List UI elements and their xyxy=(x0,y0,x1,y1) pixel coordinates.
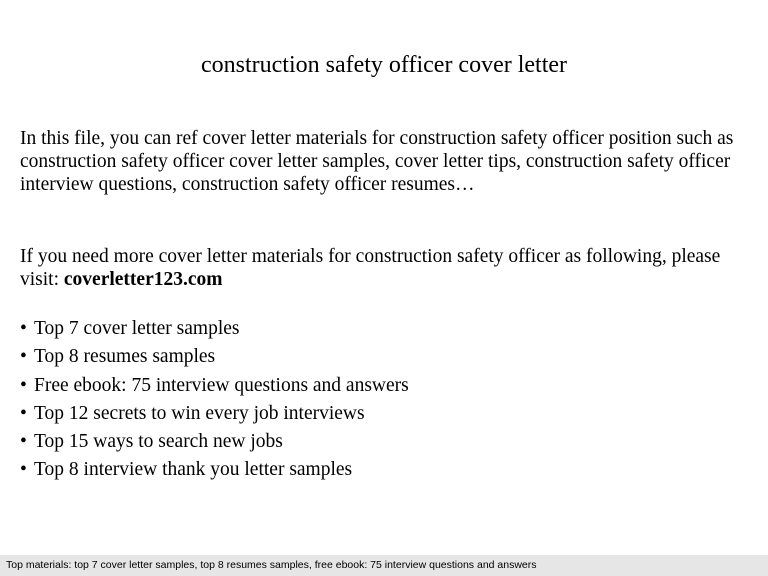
bullet-icon: • xyxy=(20,374,27,396)
list-item-text: Top 12 secrets to win every job interviews xyxy=(34,402,365,424)
materials-list xyxy=(20,315,750,485)
list-item xyxy=(20,428,750,456)
bullet-icon: • xyxy=(20,402,27,424)
list-item-text: Top 15 ways to search new jobs xyxy=(34,431,283,453)
bullet-icon: • xyxy=(20,318,27,339)
list-item xyxy=(20,343,750,371)
bullet-icon: • xyxy=(20,459,27,481)
list-item-text: Top 7 cover letter samples xyxy=(34,318,240,339)
list-item xyxy=(20,400,750,428)
bullet-icon: • xyxy=(20,431,27,453)
page-title: construction safety officer cover letter xyxy=(200,52,568,78)
list-item xyxy=(20,315,750,343)
list-item xyxy=(20,372,750,400)
list-item-text: Top 8 resumes samples xyxy=(34,346,216,368)
intro-paragraph: In this file, you can ref cover letter materials for construction safety officer position such as construction safety officer cover letter samples, cover letter tips, construction safety officer interview questions, construction safety officer resumes… xyxy=(20,128,734,195)
visit-paragraph xyxy=(20,245,750,291)
footer-bar: Top materials: top 7 cover letter samples, top 8 resumes samples, free ebook: 75 interview questions and answers xyxy=(0,555,768,576)
list-item xyxy=(20,456,750,484)
website-link[interactable]: coverletter123.com xyxy=(63,269,223,290)
visit-text: If you need more cover letter materials for construction safety officer as following, please visit: xyxy=(20,246,721,290)
list-item-text: Free ebook: 75 interview questions and answers xyxy=(34,374,409,396)
bullet-icon: • xyxy=(20,346,27,368)
list-item-text: Top 8 interview thank you letter samples xyxy=(34,459,353,481)
